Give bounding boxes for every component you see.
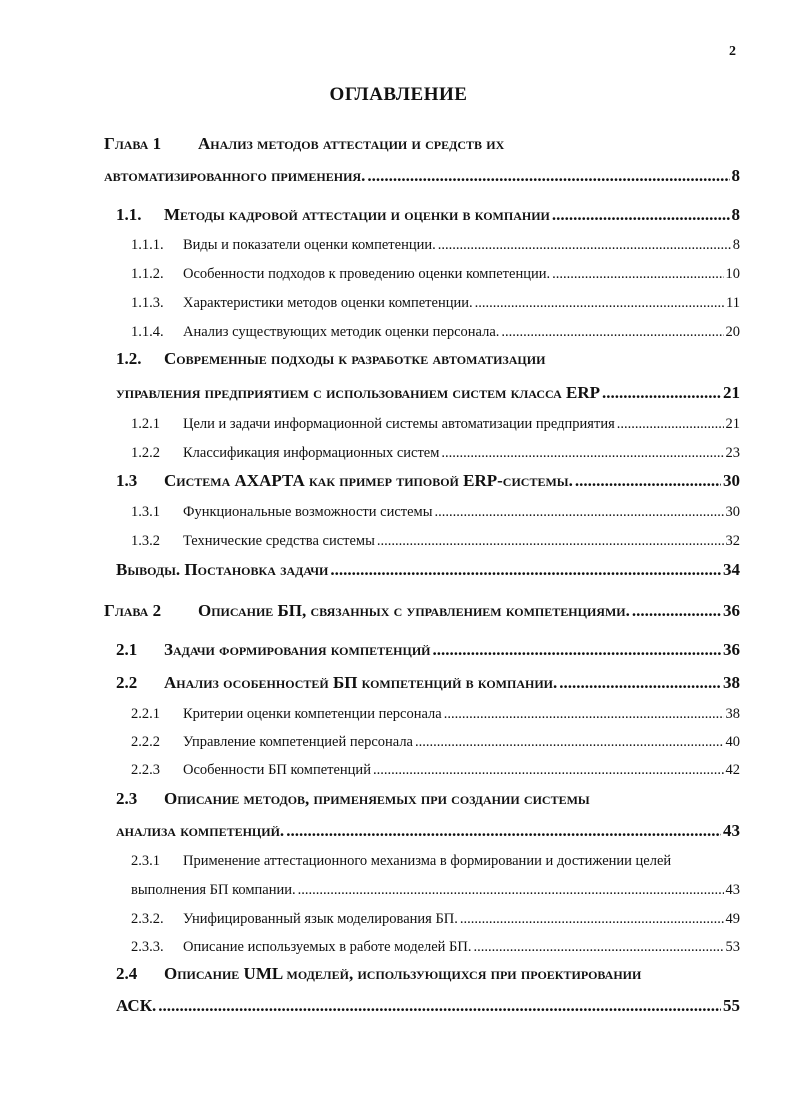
toc-page: 38: [725, 706, 740, 722]
toc-page: 20: [725, 324, 740, 340]
toc-entry-conclusions: [116, 560, 740, 580]
toc-page: 23: [725, 445, 740, 461]
toc-label: Глава 2: [104, 601, 162, 620]
toc-leader: [377, 533, 724, 550]
toc-leader: [438, 237, 731, 254]
toc-entry-chapter-1: [104, 134, 504, 154]
toc-number: 1.3.2: [131, 533, 160, 549]
toc-text: Технические средства системы: [183, 533, 375, 549]
toc-entry-1-2-1: [131, 416, 740, 433]
toc-entry-1-2: [116, 349, 545, 369]
toc-entry-2-2-1: [131, 706, 740, 723]
toc-page: 49: [725, 911, 740, 927]
toc-text: Описание методов, применяемых при создании системы: [164, 789, 590, 808]
toc-text: Анализ методов аттестации и средств их: [198, 134, 505, 153]
toc-entry-2-2-3: [131, 762, 740, 779]
toc-text: Функциональные возможности системы: [183, 504, 433, 520]
toc-entry-1-1-2: [131, 266, 740, 283]
toc-number: 1.2.: [116, 349, 142, 368]
toc-entry-2-2-2: [131, 734, 740, 751]
toc-number: 2.2.3: [131, 762, 160, 778]
toc-leader: [158, 996, 721, 1016]
toc-text: Применение аттестационного механизма в формировании и достижении целей: [183, 853, 672, 869]
toc-entry-1-2-cont: [116, 383, 740, 403]
toc-number: 2.2.1: [131, 706, 160, 722]
toc-page: 36: [723, 601, 740, 620]
toc-text: Описание БП, связанных с управлением компетенциями.: [198, 601, 630, 620]
toc-number: 1.1.1.: [131, 237, 164, 253]
toc-page: 40: [725, 734, 740, 750]
toc-leader: [552, 205, 730, 225]
toc-page: 10: [725, 266, 740, 282]
toc-number: 1.1.: [116, 205, 142, 224]
toc-number: 2.4: [116, 964, 138, 983]
toc-entry-2-3: [116, 789, 590, 809]
toc-leader: [433, 640, 721, 660]
toc-number: 2.2.2: [131, 734, 160, 750]
toc-number: 1.2.2: [131, 445, 160, 461]
toc-entry-2-3-3: [131, 939, 740, 956]
toc-page: 11: [726, 295, 740, 311]
toc-number: 2.3: [116, 789, 138, 808]
toc-page: 30: [723, 471, 740, 490]
page-title: ОГЛАВЛЕНИЕ: [329, 84, 468, 105]
toc-number: 1.1.2.: [131, 266, 164, 282]
toc-entry-1-3-2: [131, 533, 740, 550]
toc-leader: [575, 471, 721, 491]
page-number: 2: [729, 44, 736, 59]
toc-leader: [602, 383, 721, 403]
toc-text: Классификация информационных систем: [183, 445, 440, 461]
toc-number: 1.1.4.: [131, 324, 164, 340]
toc-text: Характеристики методов оценки компетенции.: [183, 295, 473, 311]
toc-leader: [444, 706, 724, 723]
toc-entry-2-3-1-cont: [131, 882, 740, 899]
toc-text: Современные подходы к разработке автоматизации: [164, 349, 546, 368]
toc-number: 1.1.3.: [131, 295, 164, 311]
toc-page: 8: [732, 237, 740, 253]
toc-entry-2-4: [116, 964, 641, 984]
toc-entry-2-3-1: [131, 853, 671, 870]
toc-leader: [415, 734, 724, 751]
toc-number: 2.3.2.: [131, 911, 164, 927]
toc-page: 36: [723, 640, 740, 659]
toc-page: 43: [723, 821, 740, 840]
toc-text: выполнения БП компании.: [131, 882, 296, 898]
toc-number: 2.1: [116, 640, 138, 659]
toc-number: 1.3.1: [131, 504, 160, 520]
toc-page: 55: [723, 996, 740, 1015]
toc-page: 42: [725, 762, 740, 778]
toc-text: Цели и задачи информационной системы автоматизации предприятия: [183, 416, 615, 432]
toc-text: Система АХАРТА как пример типовой ERP-системы.: [164, 471, 573, 490]
toc-leader: [501, 324, 723, 341]
toc-page: 30: [725, 504, 740, 520]
toc-page: 8: [731, 166, 740, 185]
toc-text: Управление компетенцией персонала: [183, 734, 413, 750]
toc-page: 34: [723, 560, 740, 579]
toc-text: Виды и показатели оценки компетенции.: [183, 237, 436, 253]
toc-number: 2.3.3.: [131, 939, 164, 955]
toc-label: Глава 1: [104, 134, 162, 153]
toc-entry-1-3-1: [131, 504, 740, 521]
toc-entry-1-1-4: [131, 324, 740, 341]
toc-leader: [373, 762, 724, 779]
toc-text: управления предприятием с использованием систем класса ERP: [116, 383, 601, 402]
toc-page: 43: [725, 882, 740, 898]
toc-text: Анализ особенностей БП компетенций в компании.: [164, 673, 558, 692]
toc-entry-2-4-cont: [116, 996, 740, 1016]
toc-leader: [460, 911, 724, 928]
toc-page: 8: [731, 205, 740, 224]
toc-entry-1-1: [116, 205, 740, 225]
toc-leader: [552, 266, 723, 283]
toc-leader: [367, 166, 729, 186]
toc-leader: [441, 445, 723, 462]
toc-leader: [330, 560, 721, 580]
toc-page: 38: [723, 673, 740, 692]
toc-text: автоматизированного применения.: [104, 166, 366, 185]
toc-leader: [559, 673, 721, 693]
toc-text: Анализ существующих методик оценки персонала.: [183, 324, 500, 340]
toc-text: Выводы. Постановка задачи: [116, 560, 329, 579]
toc-text: Унифицированный язык моделирования БП.: [183, 911, 458, 927]
toc-entry-2-2: [116, 673, 740, 693]
toc-text: Методы кадровой аттестации и оценки в компании: [164, 205, 550, 224]
toc-page: 21: [723, 383, 740, 402]
toc-entry-2-3-2: [131, 911, 740, 928]
toc-leader: [474, 939, 724, 956]
toc-entry-2-3-cont: [116, 821, 740, 841]
toc-number: 1.3: [116, 471, 138, 490]
toc-text: Описание UML моделей, использующихся при проектировании: [164, 964, 642, 983]
toc-number: 2.2: [116, 673, 138, 692]
toc-number: 2.3.1: [131, 853, 160, 869]
toc-leader: [286, 821, 721, 841]
toc-entry-1-1-1: [131, 237, 740, 254]
toc-leader: [475, 295, 724, 312]
toc-text: Критерии оценки компетенции персонала: [183, 706, 442, 722]
toc-leader: [617, 416, 724, 433]
toc-page: 53: [725, 939, 740, 955]
toc-entry-1-3: [116, 471, 740, 491]
toc-leader: [434, 504, 723, 521]
toc-number: 1.2.1: [131, 416, 160, 432]
toc-text: анализа компетенций.: [116, 821, 285, 840]
toc-page: 32: [725, 533, 740, 549]
toc-entry-chapter-2: [104, 601, 740, 621]
toc-page: 21: [725, 416, 740, 432]
toc-entry-1-2-2: [131, 445, 740, 462]
toc-leader: [632, 601, 721, 621]
toc-entry-chapter-1-cont: [104, 166, 740, 186]
toc-leader: [298, 882, 724, 899]
toc-text: Задачи формирования компетенций: [164, 640, 431, 659]
toc-text: Особенности подходов к проведению оценки компетенции.: [183, 266, 551, 282]
toc-text: Особенности БП компетенций: [183, 762, 371, 778]
toc-entry-1-1-3: [131, 295, 740, 312]
toc-text: АСК.: [116, 996, 157, 1015]
toc-entry-2-1: [116, 640, 740, 660]
toc-text: Описание используемых в работе моделей БП.: [183, 939, 472, 955]
